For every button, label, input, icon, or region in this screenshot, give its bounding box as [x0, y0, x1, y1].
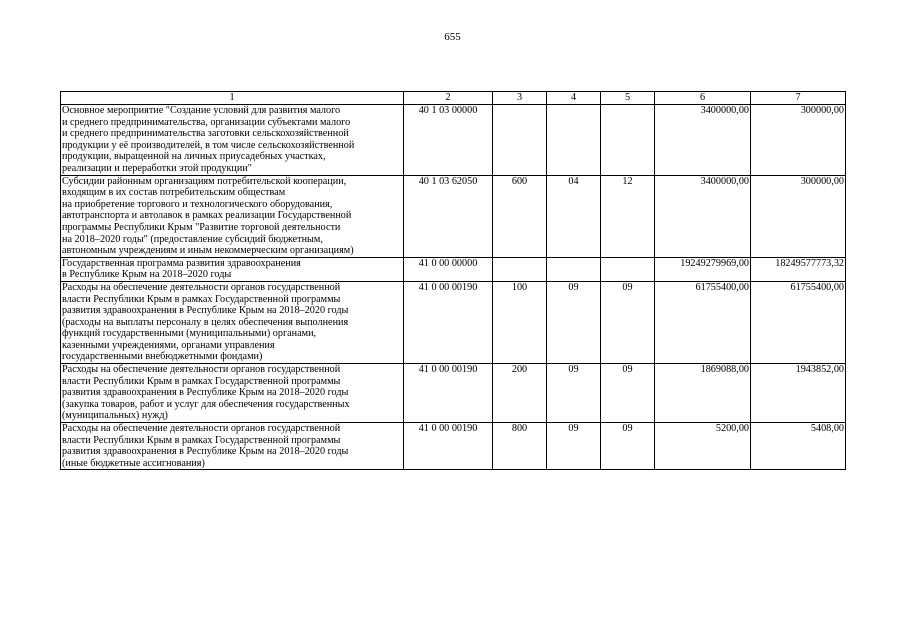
section-code: 04 — [547, 175, 601, 257]
expense-type-code — [493, 257, 547, 281]
subsection-code — [601, 257, 655, 281]
target-article-code: 41 0 00 00190 — [404, 423, 493, 470]
target-article-code: 41 0 00 00190 — [404, 364, 493, 423]
section-code: 09 — [547, 423, 601, 470]
amount-col6: 61755400,00 — [655, 281, 751, 363]
row-description: Государственная программа развития здравоохранения в Республике Крым на 2018–2020 годы — [61, 257, 404, 281]
section-code — [547, 257, 601, 281]
table-row — [61, 364, 846, 423]
column-header: 1 — [61, 92, 404, 105]
subsection-code: 09 — [601, 364, 655, 423]
table-row — [61, 175, 846, 257]
amount-col7: 300000,00 — [751, 175, 846, 257]
amount-col7: 1943852,00 — [751, 364, 846, 423]
target-article-code: 40 1 03 62050 — [404, 175, 493, 257]
expense-type-code: 600 — [493, 175, 547, 257]
table-row — [61, 281, 846, 363]
column-header: 5 — [601, 92, 655, 105]
expense-type-code: 200 — [493, 364, 547, 423]
table-row — [61, 257, 846, 281]
table-row — [61, 105, 846, 176]
row-description: Субсидии районным организациям потребительской кооперации, входящим в их состав потребительским обществам на приобретение торгового и технологического оборудования, автотранспорта и автолавок в рамках реализации Государственной программы Республики Крым "Развитие торговой деятельности на 2018–2020 годы" (предоставление субсидий бюджетным, автономным учреждениям и иным некоммерческим организациям) — [61, 175, 404, 257]
row-description: Расходы на обеспечение деятельности органов государственной власти Республики Крым в рамках Государственной программы развития здравоохранения в Республике Крым на 2018–2020 годы (иные бюджетные ассигнования) — [61, 423, 404, 470]
amount-col6: 19249279969,00 — [655, 257, 751, 281]
section-code: 09 — [547, 364, 601, 423]
row-description: Расходы на обеспечение деятельности органов государственной власти Республики Крым в рамках Государственной программы развития здравоохранения в Республике Крым на 2018–2020 годы (закупка товаров, работ и услуг для обеспечения государственных (муниципальных) нужд) — [61, 364, 404, 423]
target-article-code: 41 0 00 00190 — [404, 281, 493, 363]
subsection-code: 12 — [601, 175, 655, 257]
expense-type-code — [493, 105, 547, 176]
amount-col7: 300000,00 — [751, 105, 846, 176]
row-description: Основное мероприятие "Создание условий для развития малого и среднего предпринимательства, организации субъектами малого и среднего предпринимательства заготовки сельскохозяйственной продукции у её производителей, в том числе сельскохозяйственной продукции, выращенной на личных приусадебных участках, реализации и переработки этой продукции" — [61, 105, 404, 176]
section-code: 09 — [547, 281, 601, 363]
page-number: 655 — [444, 31, 461, 43]
section-code — [547, 105, 601, 176]
amount-col7: 5408,00 — [751, 423, 846, 470]
column-header: 4 — [547, 92, 601, 105]
target-article-code: 41 0 00 00000 — [404, 257, 493, 281]
amount-col7: 61755400,00 — [751, 281, 846, 363]
subsection-code — [601, 105, 655, 176]
expense-type-code: 800 — [493, 423, 547, 470]
subsection-code: 09 — [601, 423, 655, 470]
budget-table — [60, 91, 846, 470]
amount-col6: 3400000,00 — [655, 105, 751, 176]
subsection-code: 09 — [601, 281, 655, 363]
row-description: Расходы на обеспечение деятельности органов государственной власти Республики Крым в рамках Государственной программы развития здравоохранения в Республике Крым на 2018–2020 годы (расходы на выплаты персоналу в целях обеспечения выполнения функций государственными (муниципальными) органами, казенными учреждениями, органами управления государственными внебюджетными фондами) — [61, 281, 404, 363]
expense-type-code: 100 — [493, 281, 547, 363]
amount-col7: 18249577773,32 — [751, 257, 846, 281]
column-header: 2 — [404, 92, 493, 105]
column-header: 3 — [493, 92, 547, 105]
amount-col6: 1869088,00 — [655, 364, 751, 423]
table-row — [61, 423, 846, 470]
amount-col6: 5200,00 — [655, 423, 751, 470]
column-header: 7 — [751, 92, 846, 105]
target-article-code: 40 1 03 00000 — [404, 105, 493, 176]
amount-col6: 3400000,00 — [655, 175, 751, 257]
header-row — [61, 92, 846, 105]
column-header: 6 — [655, 92, 751, 105]
